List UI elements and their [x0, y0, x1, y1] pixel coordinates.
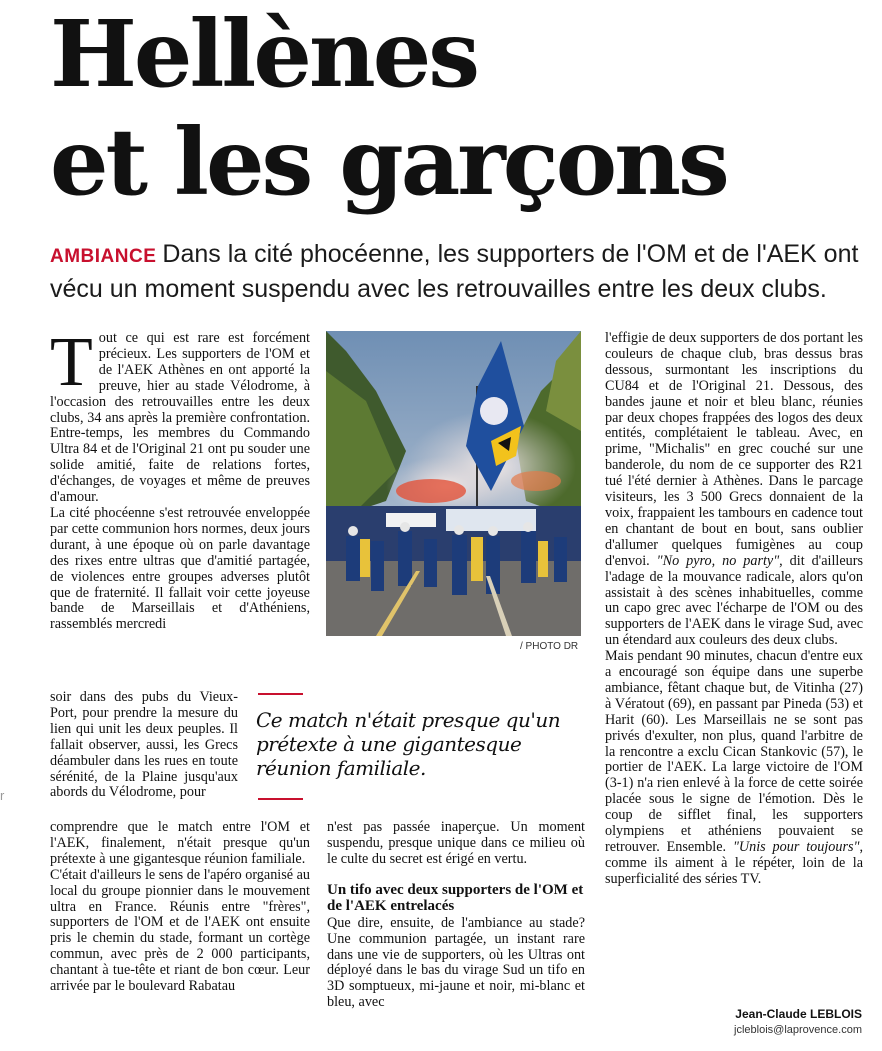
column-1-bottom [50, 820, 310, 995]
quote-italic: "Unis pour toujours" [732, 839, 860, 855]
section-kicker: AMBIANCE [50, 246, 157, 267]
quote-italic: "No pyro, no party" [656, 552, 780, 569]
paragraph: soir dans des pubs du Vieux-Port, pour prendre la mesure du lien qui unit les deux peuples. Il fallait observer, aussi, les Grecs déambuler dans les rues en toute sérénité, de la Plaine jusqu'aux abords du Vélodrome, pour [50, 689, 238, 801]
pull-quote: Ce match n'était presque qu'un prétexte à une gigantesque réunion familiale. [256, 708, 561, 780]
paragraph: La cité phocéenne s'est retrouvée enveloppée par cette communion hors normes, deux jours durant, à une époque où on parle davantage des rixes entre ultras que d'amitié partagée, de violences entre groupes adverses plutôt que de fraternité. Il fallait voir cette joyeuse bande de Marseillais et d'Athéniens, rassemblés mercredi [50, 504, 310, 633]
byline-email[interactable]: jcleblois@laprovence.com [734, 1024, 862, 1036]
quote-rule-top [258, 693, 303, 695]
paragraph: C'était d'ailleurs le sens de l'apéro organisé au local du groupe pionnier dans le mouvement ultra en France. Réunis entre "frères", supporters de l'OM et de l'AEK ont ensuite pris le chemin du stade, formant un cortège commun, avec près de 2 000 participants, chantant à tue-tête et riant de bon cœur. Leur arrivée par le boulevard Rabatau [50, 866, 310, 995]
column-3 [605, 331, 863, 888]
paragraph: Mais pendant 90 minutes, chacun d'entre eux a encouragé son équipe dans une superbe ambiance, fêtant chaque but, de Vitinha (27) à Vératout (69), en passant par Pineda (53) et Harit (60). Les Marseillais ne se sont pas privés d'exulter, non plus, quand l'arbitre de la rencontre a exclu Cican Stankovic (57), le portier de l'AEK. La large victoire de l'OM (3-1) n'a rien enlevé à la force de cette soirée placée sous le signe de l'émotion. Dès le coup de sifflet final, les supporters olympiens et athéniens pouvaient se retrouver. Ensemble. "Unis pour toujours", comme ils aiment à le répéter, loin de la superficialité des séries TV. [605, 648, 863, 887]
article-photo [326, 331, 581, 636]
paragraph: Que dire, ensuite, de l'ambiance au stade? Une communion partagée, un instant rare dans une vie de supporters, où les Ultras ont déployé dans le bas du virage Sud un tifo en 3D somptueux, mi-jaune et noir, mi-blanc et bleu, avec [327, 914, 585, 1011]
standfirst [50, 238, 870, 306]
paragraph: out ce qui est rare est forcément précieux. Les supporters de l'OM et de l'AEK Athènes en ont apporté la preuve, hier au stade Vélodrome, à l'occasion des retrouvailles entre les deux clubs, 34 ans après la première confrontation. Entre-temps, les membres du Commando Ultra 84 et de l'Original 21 ont pu souder une solide amitié, faite de relations fortes, d'échanges, de voyages et même de preuves d'amour. [50, 330, 310, 506]
column-2 [327, 820, 585, 1011]
paragraph: l'effigie de deux supporters de dos portant les couleurs de chaque club, bras dessus bras dessous, surmontant les inscriptions du CU84 et de l'Original 21. Dessous, des bandes jaune et noir et bleu blanc, réunies par deux chopes frappées des logos des deux entités, complétaient le tableau. Avec, en prime, "Michalis" en grec couché sur une banderole, du nom de ce supporter des R21 tué l'été dernier à Athènes. Dans le parcage visiteurs, les 3 500 Grecs donnaient de la voix, frappaient les tambours en cadence tout en chantant de bout en bout, sans oublier d'allumer quelques fumigènes au coup d'envoi. "No pyro, no party", dit d'ailleurs l'adage de la mouvance radicale, alors qu'on assistait à des scènes inhabituelles, comme un capo grec avec l'écharpe de l'OM ou des supporters de l'AEK dans le virage Sud, avec un étendard aux couleurs des deux clubs. [605, 330, 863, 649]
byline-author: Jean-Claude LEBLOIS [735, 1007, 862, 1021]
dropcap: T [50, 324, 93, 401]
paragraph: n'est pas passée inaperçue. Un moment suspendu, presque unique dans ce milieu où le culte du secret est érigé en vertu. [327, 819, 585, 867]
standfirst-text: Dans la cité phocéenne, les supporters de l'OM et de l'AEK ont vécu un moment suspendu avec les retrouvailles entre les deux clubs. [50, 240, 859, 303]
column-1-top [50, 324, 310, 633]
photo-credit: / PHOTO DR [520, 641, 579, 652]
headline [50, 0, 880, 216]
subheading: Un tifo avec deux supporters de l'OM et de l'AEK entrelacés [327, 881, 584, 914]
quote-rule-bottom [258, 798, 303, 800]
headline-line-2: et les garçons [50, 108, 727, 216]
edge-mark: r [0, 788, 5, 803]
stadium-crowd-photo [326, 331, 581, 636]
headline-line-1: Hellènes [50, 0, 478, 108]
paragraph: comprendre que le match entre l'OM et l'AEK, finalement, n'était presque qu'un prétexte à une gigantesque réunion familiale. [50, 819, 310, 867]
column-1-wrap [50, 690, 238, 801]
